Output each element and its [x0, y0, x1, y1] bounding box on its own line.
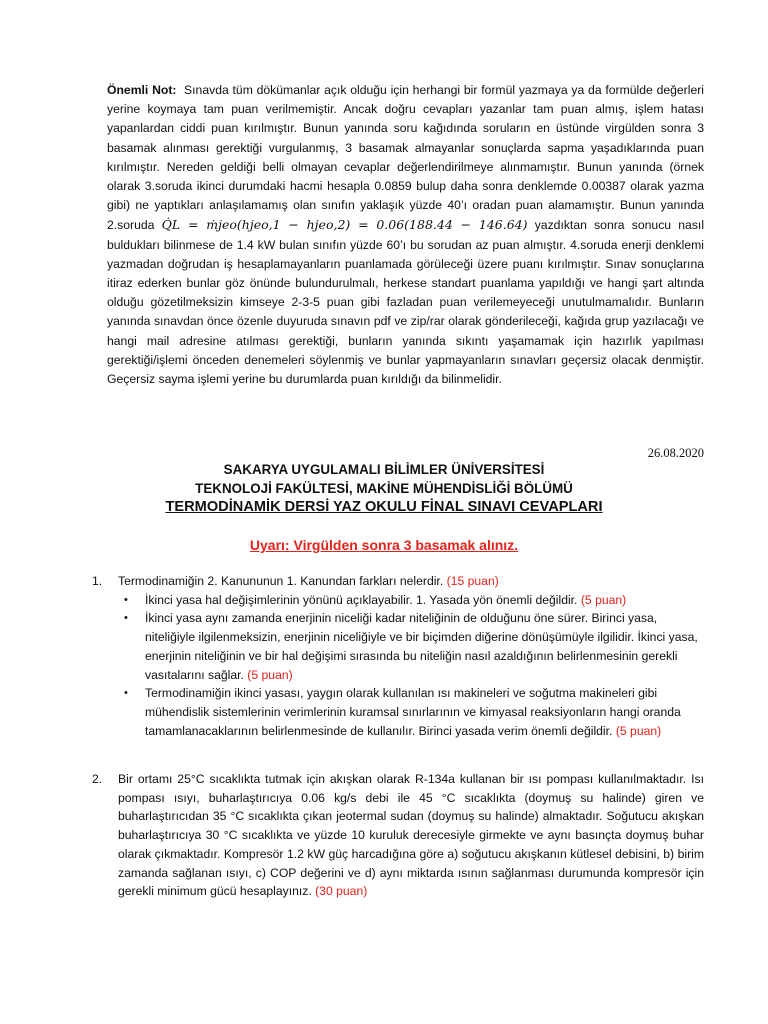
heat-formula: Q̇L = ṁjeo(hjeo,1 − hjeo,2) = 0.06(188.44 − 146.64) [161, 217, 528, 233]
university-name: SAKARYA UYGULAMALI BİLİMLER ÜNİVERSİTESİ [223, 462, 545, 477]
decimal-warning: Uyarı: Virgülden sonra 3 basamak alınız. [249, 537, 519, 553]
answer-bullet-list [92, 591, 704, 741]
note-text-part-2: yazdıktan sonra sonucu nasıl buldukları bilinmese de 1.4 kW bulan sınıfın yüzde 60’ı bu sorudan az puan almıştır. 4.soruda enerji denklemi yazmadan doğrudan iş hesaplamayanların puanlamada görüleceği üzere puanı kırılmıştır. Sınav sonuçlarına itiraz ederken bunlar göz önünde bulundurulmalı, herkese standart puanlama yapıldığı ve hangi şart altında olduğu gözetilmeksizin kimseye 2-3-5 puan gibi fazladan puan verilemeyeceği unutulmamalıdır. Bunların yanında sınavdan önce özenle duyuruda sınavın pdf ve zip/rar olarak gönderileceği, kağıda grup yazılacağı ve hangi mail adresine atılması gerektiği, bunların yanında sıkıntı yaşamamak için hazırlık yapılması gerektiği/işlemi önceden denemeleri söylenmiş ve bunlar yapmayanların sınavları geçersiz olacak denmiştir. Geçersiz sayma işlemi yerine bu durumlarda puan kırıldığı da bilinmelidir. [107, 218, 705, 387]
bullet-icon: • [124, 687, 128, 700]
answer-bullet [118, 684, 704, 740]
question-text [118, 770, 704, 901]
note-label: Önemli Not: [107, 83, 177, 97]
question-1-text: Termodinamiğin 2. Kanununun 1. Kanundan farkları nelerdir. [118, 574, 444, 588]
answer-text: Termodinamiğin ikinci yasası, yaygın olarak kullanılan ısı makineleri ve soğutma makineleri gibi mühendislik sistemlerinin verimlerinin kuramsal sınırlarının ve kimyasal reaksiyonların hangi oranda tamamlanacaklarının belirlenmesinde de kullanılır. Birinci yasada verim önemli değildir. [145, 686, 681, 738]
bullet-icon: • [124, 593, 128, 606]
question-points: (15 puan) [446, 574, 499, 588]
exam-title: TERMODİNAMİK DERSİ YAZ OKULU FİNAL SINAVI CEVAPLARI [165, 499, 603, 515]
question-number: 2. [92, 772, 103, 786]
question-1 [92, 572, 704, 740]
question-2-text: Bir ortamı 25°C sıcaklıkta tutmak için akışkan olarak R-134a kullanan bir ısı pompası kullanılmaktadır. Isı pompası ısıyı, buharlaştırıcıya 0.06 kg/s debi ile 45 °C sıcaklıkta (doymuş su halinde) giren ve buharlaştırıcıdan 35 °C sıcaklıkta çıkan jeotermal sudan (doymuş su halinde) almaktadır. Soğutucu akışkan buharlaştırıcıya 30 °C sıcaklıkta ve yüzde 10 kuruluk derecesiyle girmekte ve aynı basınçta doymuş buhar olarak çıkmaktadır. Kompresör 1.2 kW güç harcadığına göre a) soğutucu akışkanın kütlesel debisini, b) birim zamanda sağlanan ısıyı, c) COP değerini ve d) aynı miktarda ısının sağlanması durumunda kompresör için gerekli minimum gücü hesaplayınız. [118, 772, 704, 899]
answer-points: (5 puan) [615, 723, 662, 738]
question-text [118, 572, 704, 591]
note-text-part-1: Sınavda tüm dökümanlar açık olduğu için herhangi bir formül yazmaya ya da formülde değerleri yerine koymaya tam puan verilmemiştir. Ancak doğru cevapları yazanlar tam puan almış, işlem hatası yapanlardan ciddi puan kırılmıştır. Bunun yanında soru kağıdında soruların en üstünde virgülden sonra 3 basamak alınması gerektiği vurgulanmış, 3 basamak almayanlar sonuçlarda sapma yaşadıklarında puan kırılmıştır. Nereden geldiği belli olmayan cevaplar değerlendirilmeye alınmamıştır. Bunun yanında (örnek olarak 3.soruda ikinci durumdaki hacmi hesapla 0.0859 bulup daha sonra denklemde 0.00387 olarak yazma gibi) ne yaptıkları anlaşılamamış olan sınıfın yaklaşık yüzde 40’ı oradan puan alamamıştır. Bunun yanında 2.soruda [107, 83, 704, 233]
answer-text: İkinci yasa hal değişimlerinin yönünü açıklayabilir. 1. Yasada yön önemli değildir. [145, 592, 578, 607]
answer-bullet [118, 609, 704, 684]
answer-text: İkinci yasa aynı zamanda enerjinin niceliği kadar niteliğinin de olduğunu öne sürer. Birinci yasa, niteliğiyle ilgilenmeksizin, enerjinin niceliğiyle ve bir biçimden diğerine dönüşümüyle ilgilidir. İkinci yasa, enerjinin niteliğinin ve bir hal değişimi sırasında bu niteliğin nasıl azaldığının belirlenmesinin gerekli vasıtalarını sağlar. [145, 611, 698, 682]
question-points: (30 puan) [315, 884, 368, 899]
question-2 [92, 770, 704, 901]
question-number: 1. [92, 574, 103, 588]
faculty-name: TEKNOLOJİ FAKÜLTESİ, MAKİNE MÜHENDİSLİĞİ BÖLÜMÜ [195, 481, 573, 496]
exam-date: 26.08.2020 [647, 446, 704, 460]
important-note [107, 81, 704, 389]
answer-bullet [118, 591, 704, 610]
answer-points: (5 puan) [580, 592, 627, 607]
bullet-icon: • [124, 612, 128, 625]
answer-points: (5 puan) [247, 667, 293, 682]
